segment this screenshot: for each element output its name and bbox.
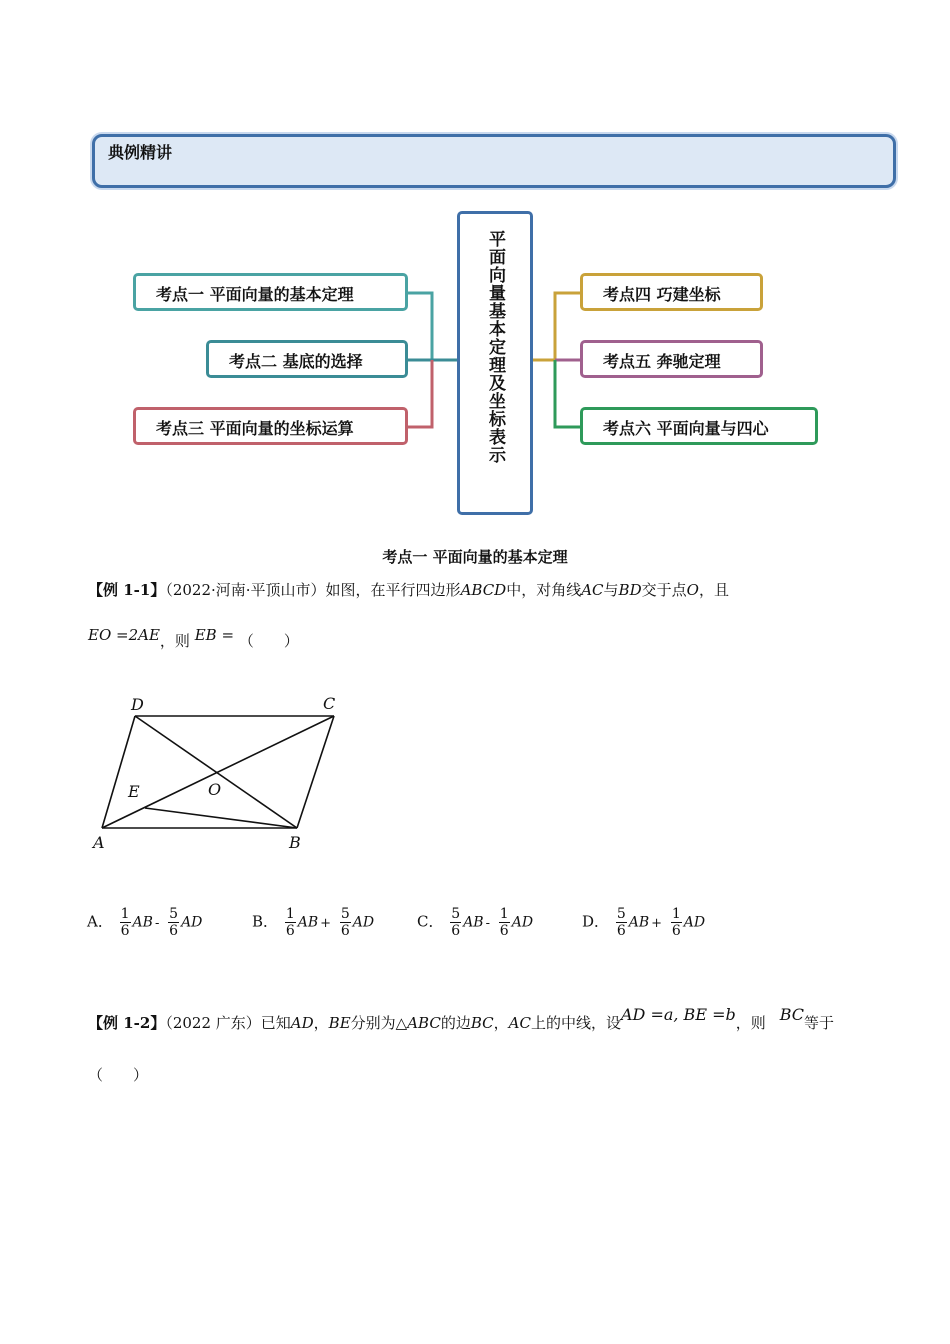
- header-title: 典例精讲: [108, 143, 173, 162]
- option-c[interactable]: [417, 906, 533, 939]
- fraction: [450, 906, 461, 939]
- example2-abc: ABC: [407, 1014, 441, 1032]
- example1-bd: BD: [618, 581, 642, 599]
- mindmap-center-label: 平面向量基本定理及坐标表示: [485, 230, 505, 464]
- example1-then: ，则: [159, 632, 190, 650]
- example2-text: ，: [493, 1014, 509, 1032]
- example1-ac: AC: [581, 581, 604, 599]
- vector: AB: [297, 914, 319, 931]
- numerator: 1: [671, 906, 681, 922]
- example2-text: ，: [313, 1014, 329, 1032]
- option-a[interactable]: [87, 906, 202, 939]
- denominator: 6: [285, 923, 295, 939]
- example2-text: 已知: [260, 1014, 291, 1032]
- vector: AD: [683, 914, 706, 931]
- example1-paren: （ ）: [238, 632, 299, 650]
- option-letter: C．: [417, 912, 444, 931]
- numerator: 5: [451, 906, 461, 922]
- label-D: D: [131, 695, 144, 714]
- mindmap-node-1: 考点一 平面向量的基本定理: [133, 273, 408, 311]
- label-E: E: [128, 782, 140, 801]
- section-title: 考点一 平面向量的基本定理: [382, 548, 568, 566]
- mindmap-center: [457, 211, 533, 515]
- vector: AD: [511, 914, 534, 931]
- example1-o: O: [686, 581, 699, 599]
- example1-text: 中，对角线: [506, 581, 582, 599]
- option-b[interactable]: [252, 906, 374, 939]
- denominator: 6: [120, 923, 130, 939]
- option-d[interactable]: [582, 906, 705, 939]
- example2-ad: AD: [290, 1014, 314, 1032]
- fraction: [120, 906, 131, 939]
- edge-ad: [102, 716, 135, 828]
- example2-line1: [88, 1005, 835, 1034]
- operator: -: [485, 915, 490, 931]
- mindmap-node-6: 考点六 平面向量与四心: [580, 407, 818, 445]
- example2-source: （2022 广东）: [165, 1014, 261, 1032]
- example2-bc: BC: [470, 1014, 494, 1032]
- example1-label: 【例 1-1】: [88, 581, 166, 599]
- vector: AB: [628, 914, 650, 931]
- mindmap-node-2: 考点二 基底的选择: [206, 340, 408, 378]
- denominator: 6: [451, 923, 461, 939]
- connector-n1: [408, 293, 457, 360]
- mindmap-node-3: 考点三 平面向量的坐标运算: [133, 407, 408, 445]
- example2-text: 的边: [440, 1014, 471, 1032]
- edge-cb: [297, 716, 334, 828]
- vector: AD: [181, 914, 203, 931]
- label-O: O: [208, 780, 222, 799]
- example1-line1: [88, 579, 729, 601]
- mindmap-node-5: 考点五 奔驰定理: [580, 340, 763, 378]
- operator: +: [651, 915, 663, 931]
- example2-text: 上的中线，设: [530, 1014, 621, 1032]
- example2-label: 【例 1-2】: [88, 1014, 166, 1032]
- fraction: [340, 906, 351, 939]
- example1-condition: EO =2AE: [88, 626, 160, 644]
- operator: -: [154, 915, 160, 931]
- example1-line2: [88, 626, 299, 652]
- vector: AB: [463, 914, 484, 931]
- numerator: 1: [285, 906, 295, 922]
- fraction: [285, 906, 296, 939]
- example2-text: 等于: [804, 1014, 835, 1032]
- example2-then: ，则: [735, 1014, 766, 1032]
- numerator: 1: [120, 906, 130, 922]
- denominator: 6: [616, 923, 626, 939]
- example2-be: BE: [328, 1014, 351, 1032]
- label-C: C: [323, 694, 336, 713]
- denominator: 6: [340, 923, 350, 939]
- example1-source: （2022·河南·平顶山市）: [165, 581, 326, 599]
- fraction: [616, 906, 627, 939]
- option-letter: B．: [252, 912, 279, 931]
- example2-condition: AD =a, BE =b: [620, 1005, 736, 1024]
- example2-ac: AC: [508, 1014, 531, 1032]
- fraction: [168, 906, 179, 939]
- numerator: 5: [616, 906, 626, 922]
- fraction: [671, 906, 682, 939]
- example1-abcd: ABCD: [460, 581, 507, 599]
- mindmap-node-4: 考点四 巧建坐标: [580, 273, 763, 311]
- example1-text: ，且: [698, 581, 729, 599]
- option-letter: D．: [582, 912, 610, 931]
- example1-text: 如图，在平行四边形: [325, 581, 461, 599]
- numerator: 5: [169, 906, 179, 922]
- example1-text: 与: [603, 581, 619, 599]
- example1-eb: EB =: [194, 626, 235, 644]
- example2-paren: （ ）: [88, 1066, 149, 1084]
- example1-text: 交于点: [641, 581, 687, 599]
- parallelogram-figure: [85, 690, 355, 860]
- option-letter: A．: [87, 912, 113, 931]
- fraction: [499, 906, 510, 939]
- label-B: B: [289, 833, 301, 852]
- segment-eb: [145, 808, 297, 828]
- operator: +: [320, 915, 332, 931]
- label-A: A: [93, 833, 105, 852]
- diagonal-ac: [102, 716, 334, 828]
- numerator: 1: [499, 906, 509, 922]
- denominator: 6: [671, 923, 681, 939]
- connector-n3: [408, 360, 432, 427]
- vector: AD: [352, 914, 375, 931]
- denominator: 6: [499, 923, 509, 939]
- numerator: 5: [340, 906, 350, 922]
- connector-n6: [555, 360, 580, 427]
- connector-n4: [527, 293, 580, 360]
- diagonal-bd: [135, 716, 297, 828]
- vector: AB: [132, 914, 153, 931]
- denominator: 6: [169, 923, 179, 939]
- example2-bc-vector: BC: [779, 1005, 805, 1024]
- example2-text: 分别为△: [350, 1014, 408, 1032]
